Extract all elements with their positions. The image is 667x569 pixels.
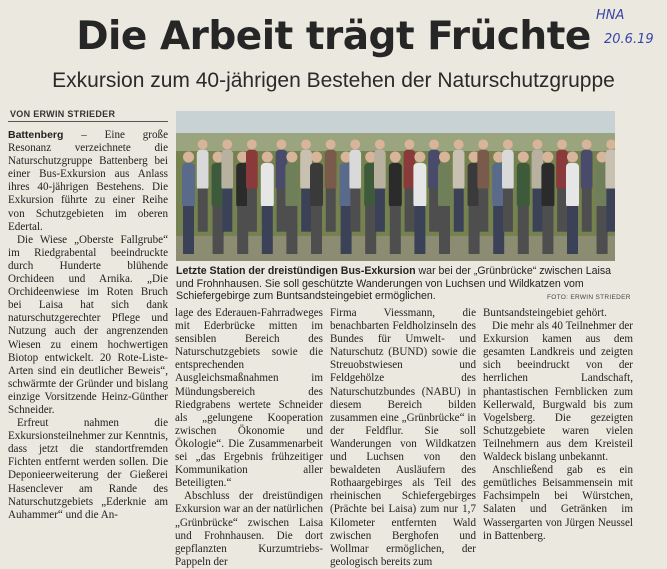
paragraph: Anschließend gab es ein gemütliches Beisammensein mit Fachsimpeln bei Würstchen, Salaten und Getränken im Wassergarten von Jürgen Neussel in Battenberg.	[483, 464, 633, 542]
paragraph: – Eine große Resonanz verzeichnete die Naturschutzgruppe Battenberg bei einer Bus-Exkursion aus Anlass ihres 40-jährigen Bestehens. Die Exkursion führte zu einer Reihe von Schutzgebieten im oberen Edertal.	[8, 129, 168, 233]
article-column-1	[8, 129, 168, 522]
article-column-3	[330, 307, 476, 569]
byline-divider	[8, 121, 168, 122]
photo-caption-text: war bei der „Grünbrücke“ zwischen Laisa und Frohnhausen. Sie soll geschützte Wanderungen von Luchsen und Wildkatzen vom Schiefergebirge zum Buntsandsteingebiet ermöglichen.	[176, 265, 612, 303]
article-dateline: Battenberg	[8, 129, 64, 141]
article-column-4	[483, 307, 633, 543]
article-byline: VON ERWIN STRIEDER	[10, 109, 116, 119]
article-column-2	[175, 307, 323, 569]
paragraph: Erfreut nahmen die Exkursionsteilnehmer zur Kenntnis, dass jetzt die standortfremden Fichten entfernt werden sollen. Die Deponieerweiterung der Gießerei Hasenclever am Rande des Naturschutzgebiets „Ederknie am Auhammer“ und die An-	[8, 417, 168, 521]
paragraph: Firma Viessmann, die benachbarten Feldholzinseln des Bundes für Umwelt- und Naturschutz (BUND) sowie die Streuobstwiesen und Feldgehölze des Naturschutzbundes (NABU) in diesem Bereich bilden zusammen eine „Grünbrücke“ in der Feldflur. Sie soll Wanderungen von Wildkatzen und Luchsen von den bewaldeten Ausläufern des Rothaargebirges als Teil des rheinischen Schiefergebirges (Prächte bei Laisa) zum nur 1,7 Kilometer entfernten Wald zwischen Berghofen und Wollmar ermöglichen, der geologisch bereits zum	[330, 307, 476, 568]
article-headline: Die Arbeit trägt Früchte	[76, 14, 591, 59]
photo-credit: FOTO: ERWIN STRIEDER	[547, 294, 631, 301]
paragraph: lage des Ederauen-Fahrradweges mit Ederbrücke mitten im sensiblen Bereich des Naturschutzgebiets sowie die entsprechenden Ausgleichsmaßnahmen im Mündungsbereich des Riedgrabens wertete Schneider als „gelungene Kooperation zwischen Ökonomie und Ökologie“. Die Zusammenarbeit sei „das Ergebnis frühzeitiger Kommunikation aller Beteiligten.“	[175, 307, 323, 490]
handwritten-date-note: 20.6.19	[604, 32, 654, 47]
article-subheadline: Exkursion zum 40-jährigen Bestehen der Naturschutzgruppe	[52, 69, 615, 92]
paragraph: Buntsandsteingebiet gehört.	[483, 307, 607, 319]
paragraph: Abschluss der dreistündigen Exkursion war an der natürlichen „Grünbrücke“ zwischen Laisa und Frohnhausen. Die dort gepflanzten Kurzumtriebs-Pappeln der	[175, 490, 323, 568]
group-photo	[176, 111, 615, 261]
group-photo-illustration	[176, 111, 615, 261]
paragraph: Die mehr als 40 Teilnehmer der Exkursion kamen aus dem gesamten Landkreis und zeigten sich beeindruckt von der herrlichen Landschaft, phantastischen Fernblicken zum Kellerwald, Burgwald bis zum Vogelsberg. Die gezeigten Schutzgebiete waren vielen Teilnehmern aus dem Kreisteil Waldeck bislang unbekannt.	[483, 320, 633, 464]
photo-caption-lead: Letzte Station der dreistündigen Bus-Exkursion	[176, 265, 416, 277]
handwritten-source-note: HNA	[596, 8, 625, 23]
paragraph: Die Wiese „Oberste Fallgrube“ im Riedgrabental beeindruckte durch Hunderte blühende Orchideen und Arnika. „Die Orchideenwiese im Roten Bruch bei Laisa hat sich dank naturschutzgerechter Pflege und Nutzung auch der angrenzenden Wiesen zu einem hochwertigen Biotop entwickelt. 20 Rote-Liste-Arten sind ein deutlicher Beweis“, schwärmte der Gründer und bislang einzige Vorsitzende Heinz-Günther Schneider.	[8, 233, 168, 416]
